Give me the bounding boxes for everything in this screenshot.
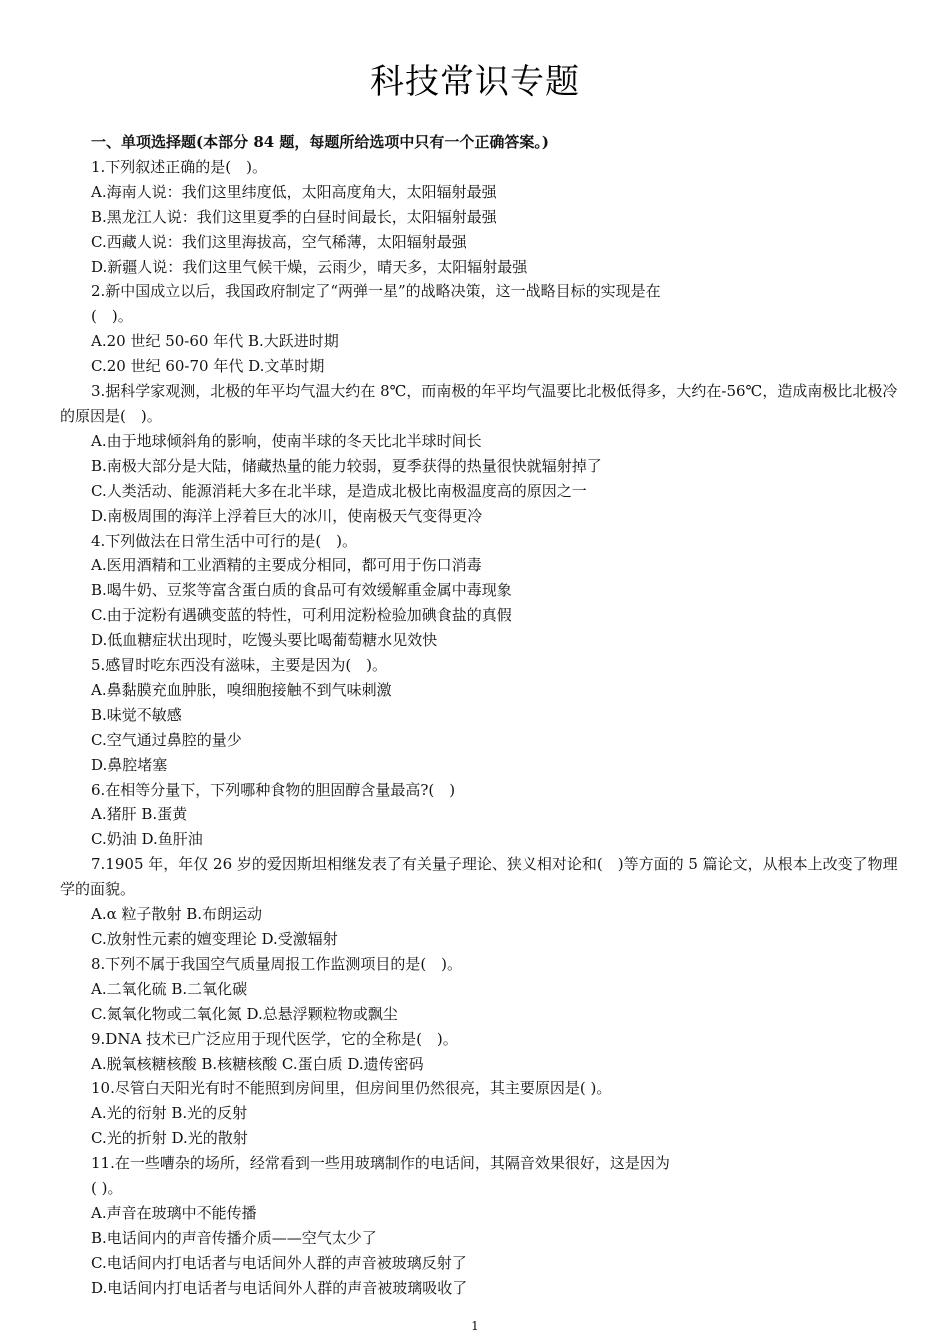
answer-option: A.由于地球倾斜角的影响，使南半球的冬天比北半球时间长: [91, 431, 482, 450]
question-stem: 3.据科学家观测，北极的年平均气温大约在 8℃，而南极的年平均气温要比北极低得多，大约在-56℃，造成南极比北极冷的原因是( )。: [60, 382, 898, 425]
answer-option: C.20 世纪 60-70 年代 D.文革时期: [91, 357, 325, 376]
answer-option: A.医用酒精和工业酒精的主要成分相同，都可用于伤口消毒: [91, 556, 482, 575]
answer-option: C.奶油 D.鱼肝油: [91, 830, 203, 849]
question-stem-continuation: ( )。: [91, 307, 133, 326]
section-heading: 一、单项选择题(本部分 84 题，每题所给选项中只有一个正确答案。): [91, 133, 550, 151]
answer-option: A.二氧化硫 B.二氧化碳: [91, 979, 248, 998]
answer-option: C.氮氧化物或二氧化氮 D.总悬浮颗粒物或飘尘: [91, 1004, 398, 1023]
answer-option: B.黑龙江人说：我们这里夏季的白昼时间最长，太阳辐射最强: [91, 207, 497, 226]
question-stem: 7.1905 年，年仅 26 岁的爱因斯坦相继发表了有关量子理论、狭义相对论和( )等方面的 5 篇论文，从根本上改变了物理学的面貌。: [60, 855, 898, 899]
answer-option: A.声音在玻璃中不能传播: [91, 1203, 257, 1222]
answer-option: A.α 粒子散射 B.布朗运动: [91, 905, 263, 924]
question-stem: 5.感冒时吃东西没有滋味，主要是因为( )。: [91, 656, 388, 675]
answer-option: D.南极周围的海洋上浮着巨大的冰川，使南极天气变得更冷: [91, 506, 483, 525]
answer-option: B.电话间内的声音传播介质——空气太少了: [91, 1228, 377, 1247]
answer-option: B.南极大部分是大陆，储藏热量的能力较弱，夏季获得的热量很快就辐射掉了: [91, 456, 602, 475]
answer-option: B.喝牛奶、豆浆等富含蛋白质的食品可有效缓解重金属中毒现象: [91, 581, 512, 600]
question-stem: 9.DNA 技术已广泛应用于现代医学，它的全称是( )。: [91, 1029, 458, 1048]
question-content: [60, 130, 910, 1301]
answer-option: D.低血糖症状出现时，吃馒头要比喝葡萄糖水见效快: [91, 631, 438, 650]
page-number: 1: [471, 1319, 479, 1333]
question-stem: 8.下列不属于我国空气质量周报工作监测项目的是( )。: [91, 954, 463, 973]
answer-option: D.电话间内打电话者与电话间外人群的声音被玻璃吸收了: [91, 1278, 468, 1297]
question-stem: 1.下列叙述正确的是( )。: [91, 157, 268, 176]
question-stem: 4.下列做法在日常生活中可行的是( )。: [91, 531, 358, 550]
question-stem: 10.尽管白天阳光有时不能照到房间里，但房间里仍然很亮，其主要原因是( )。: [91, 1079, 612, 1098]
answer-option: C.放射性元素的嬗变理论 D.受激辐射: [91, 930, 338, 948]
answer-option: C.西藏人说：我们这里海拔高，空气稀薄，太阳辐射最强: [91, 232, 467, 251]
answer-option: C.空气通过鼻腔的量少: [91, 730, 242, 749]
answer-option: A.20 世纪 50-60 年代 B.大跃进时期: [91, 332, 339, 351]
question-stem: 2.新中国成立以后，我国政府制定了“两弹一星”的战略决策，这一战略目标的实现是在: [91, 282, 661, 301]
answer-option: D.新疆人说：我们这里气候干燥，云雨少，晴天多，太阳辐射最强: [91, 257, 528, 276]
answer-option: C.电话间内打电话者与电话间外人群的声音被玻璃反射了: [91, 1253, 467, 1272]
answer-option: C.光的折射 D.光的散射: [91, 1129, 248, 1148]
answer-option: A.鼻黏膜充血肿胀，嗅细胞接触不到气味刺激: [91, 680, 392, 699]
answer-option: A.脱氧核糖核酸 B.核糖核酸 C.蛋白质 D.遗传密码: [91, 1054, 424, 1073]
answer-option: A.海南人说：我们这里纬度低，太阳高度角大，太阳辐射最强: [91, 182, 497, 201]
answer-option: C.人类活动、能源消耗大多在北半球，是造成北极比南极温度高的原因之一: [91, 481, 587, 500]
answer-option: B.味觉不敏感: [91, 705, 182, 724]
question-stem: 11.在一些嘈杂的场所，经常看到一些用玻璃制作的电话间，其隔音效果很好，这是因为: [91, 1154, 670, 1173]
answer-option: A.猪肝 B.蛋黄: [91, 805, 188, 824]
question-stem-continuation: ( )。: [91, 1179, 123, 1198]
answer-option: A.光的衍射 B.光的反射: [91, 1104, 248, 1123]
page-title: 科技常识专题: [370, 62, 580, 102]
question-stem: 6.在相等分量下，下列哪种食物的胆固醇含量最高?( ): [91, 780, 456, 799]
answer-option: D.鼻腔堵塞: [91, 755, 168, 774]
answer-option: C.由于淀粉有遇碘变蓝的特性，可利用淀粉检验加碘食盐的真假: [91, 606, 512, 625]
